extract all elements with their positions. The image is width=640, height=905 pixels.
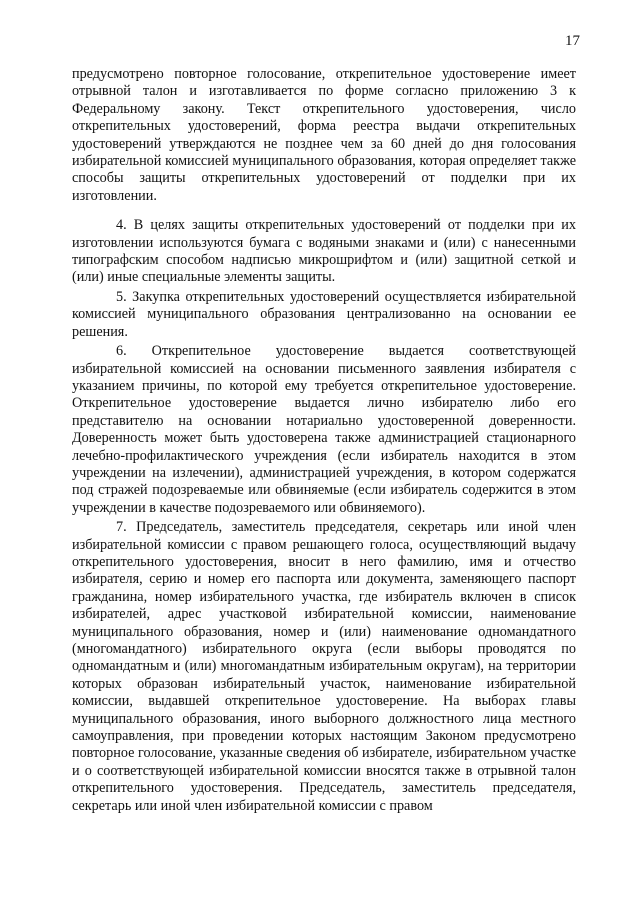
paragraph-continuation: предусмотрено повторное голосование, открепительное удостоверение имеет отрывной талон и изготавливается по форме согласно приложению 3 к Федеральному закону. Текст открепительного удостоверения, число открепительных удостоверений, форма реестра выдачи открепительных удостоверений утверждаются не позднее чем за 60 дней до дня голосования избирательной комиссией муниципального образования, которая определяет также способы защиты открепительных удостоверений от подделки при их изготовлении. bbox=[72, 66, 576, 204]
paragraph-item-5: 5. Закупка открепительных удостоверений осуществляется избирательной комиссией муниципального образования централизованно на основании ее решения. bbox=[72, 288, 576, 340]
body-text bbox=[72, 66, 576, 815]
paragraph-item-6: 6. Открепительное удостоверение выдается соответствующей избирательной комиссией на основании письменного заявления избирателя с указанием причины, по которой ему требуется открепительное удостоверение. Открепительное удостоверение выдается лично избирателю либо его представителю на основании нотариально удостоверенной доверенности. Доверенность может быть удостоверена также администрацией стационарного лечебно-профилактического учреждения (если избиратель находится в этом учреждении на излечении), администрацией учреждения, в котором содержатся под стражей подозреваемые или обвиняемые (если избиратель содержится в этом учреждении в качестве подозреваемого или обвиняемого). bbox=[72, 343, 576, 516]
page-number: 17 bbox=[565, 33, 580, 49]
paragraph-item-7: 7. Председатель, заместитель председателя, секретарь или иной член избирательной комиссии с правом решающего голоса, осуществляющий выдачу открепительного удостоверения, вносит в него фамилию, имя и отчество избирателя, серию и номер его паспорта или документа, заменяющего паспорт гражданина, номер избирательного участка, где избиратель включен в список избирателей, адрес участковой избирательной комиссии, наименование муниципального образования, номер и (или) наименование одномандатного (многомандатного) избирательного округа (если выборы проводятся по одномандатным и (или) многомандатным избирательным округам), на территории которых образован избирательный участок, наименование избирательной комиссии, выдавшей открепительное удостоверение. На выборах главы муниципального образования, иного выборного должностного лица местного самоуправления, при проведении которых настоящим Законом предусмотрено повторное голосование, указанные сведения об избирателе, избирательном участке и о соответствующей избирательной комиссии вносятся также в отрывной талон открепительного удостоверения. Председатель, заместитель председателя, секретарь или иной член избирательной комиссии с правом bbox=[72, 519, 576, 814]
paragraph-item-4: 4. В целях защиты открепительных удостоверений от подделки при их изготовлении используются бумага с водяными знаками и (или) с нанесенными типографским способом надписью микрошрифтом и (или) защитной сеткой и (или) иные специальные элементы защиты. bbox=[72, 217, 576, 286]
